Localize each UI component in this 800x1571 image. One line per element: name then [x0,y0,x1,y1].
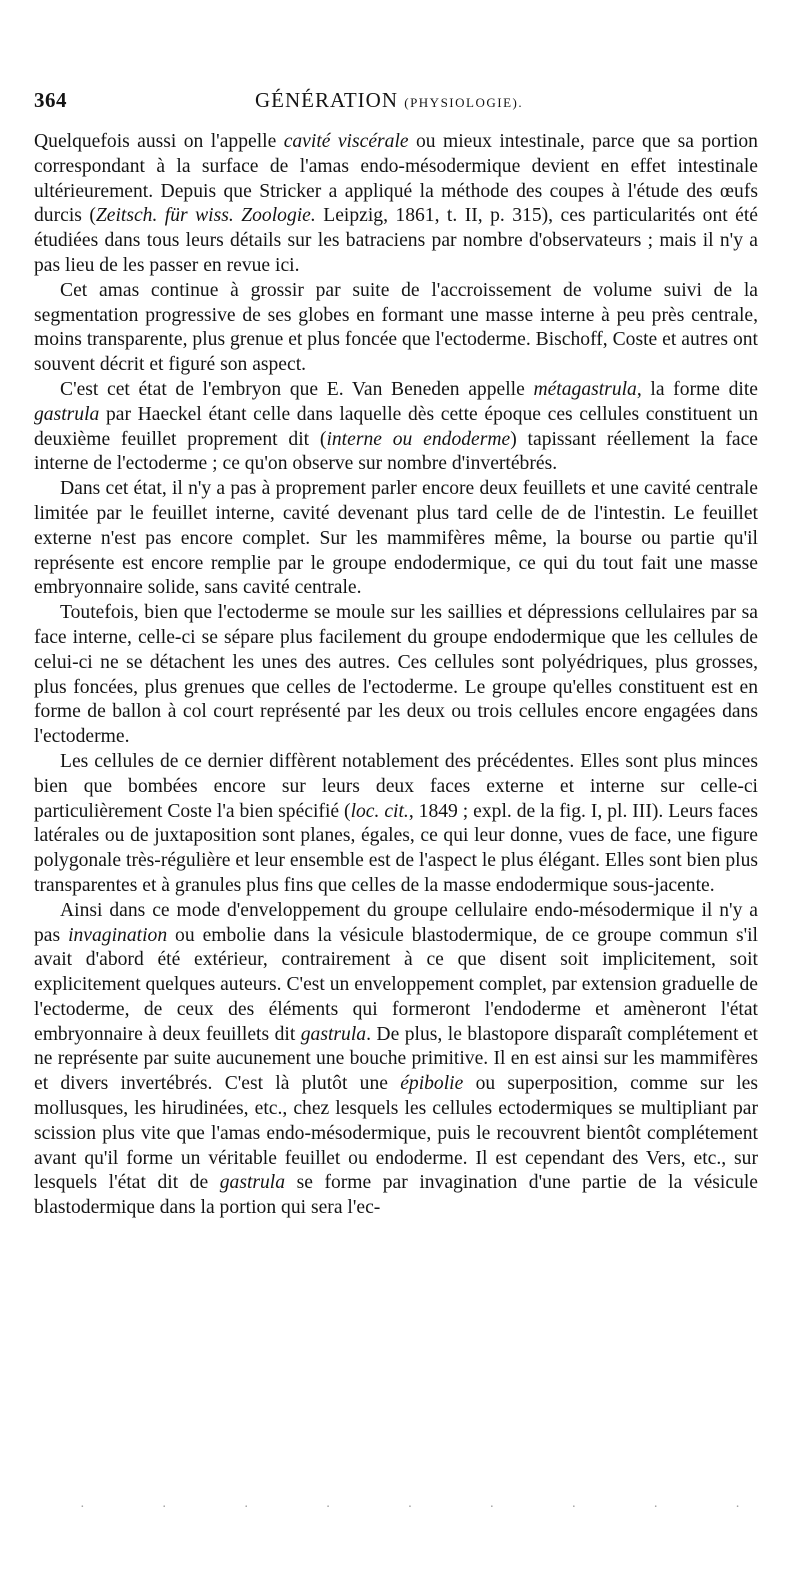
paragraph [34,477,758,601]
italic-term: métagastrula [533,378,637,400]
text-run: Leipzig, 1861, t. II, p. 315), ces particularités ont été étudiées dans tous leurs détails sur les batraciens par nombre d'observateurs ; mais il n'y a pas lieu de les passer en revue ici. [34,205,758,276]
running-title-subtitle: (PHYSIOLOGIE). [404,95,524,110]
text-run: C'est cet état de l'embryon que E. Van Beneden appelle [60,378,534,400]
paragraph [34,279,758,378]
running-head [34,88,758,116]
text-run: . De plus, le blastopore disparaît complétement et ne représente par suite aucunement une bouche primitive. Il en est ainsi sur les mammifères et divers invertébrés. C'est là plutôt une [34,1023,758,1095]
text-run: ou embolie dans la vésicule blastodermique, de ce groupe commun s'il avait d'abord été extérieur, contrairement à ce que disent soit implicitement, soit explicitement quelques auteurs. C'est un enveloppement complet, par extension graduelle de l'ectoderme, de ceux des éléments qui formeront l'endoderme et amèneront l'état embryonnaire à deux feuillets dit [34,924,758,1045]
italic-term: cavité viscérale [283,131,409,152]
text-run: par Haeckel étant celle dans laquelle dès cette époque ces cellules constituent un deuxième feuillet proprement dit ( [34,403,758,450]
running-title [255,88,523,113]
text-run: Les cellules de ce dernier diffèrent notablement des précédentes. Elles sont plus minces bien que bombées encore sur leurs deux faces externe et interne sur celle-ci particulièrement Coste l'a bien spécifié ( [34,750,758,822]
italic-term: épibolie [400,1073,464,1095]
paragraph [34,378,758,477]
italic-term: invagination [68,924,168,946]
running-title-main: GÉNÉRATION [255,88,398,112]
italic-term: Zeitsch. für wiss. Zoologie. [95,205,316,227]
italic-term: gastrula [34,403,100,425]
text-run: Toutefois, bien que l'ectoderme se moule sur les saillies et dépressions cellulaires par sa face interne, celle-ci se sépare plus facilement du groupe endodermique que les cellules de celui-ci ne se détachent les unes des autres. Ces cellules sont polyédriques, plus grosses, plus foncées, plus grenues que celles de l'ectoderme. Le groupe qu'elles constituent est en forme de ballon à col court représenté par les deux ou trois cellules encore engagées dans l'ectoderme. [34,602,758,748]
footer-scan-marks: · · · · · · · · · [80,1500,740,1515]
page-number: 364 [34,88,67,112]
body-text [34,130,758,1221]
paragraph [34,899,758,1221]
italic-term: interne ou endoderme [326,428,511,450]
italic-term: gastrula [219,1172,286,1194]
text-run: ) tapissant réellement la face interne de l'ectoderme ; ce qu'on observe sur nombre d'invertébrés. [34,428,758,475]
text-run: , 1849 ; expl. de la fig. I, pl. III). Leurs faces latérales ou de juxtaposition sont planes, égales, ce qui leur donne, vues de face, une figure polygonale très-régulière et leur ensemble est de l'aspect le plus élégant. Elles sont bien plus transparentes et à granules plus fins que celles de la masse endodermique sous-jacente. [34,800,758,896]
paragraph [34,750,758,899]
italic-term: gastrula [300,1023,367,1045]
text-run: Dans cet état, il n'y a pas à proprement parler encore deux feuillets et une cavité centrale limitée par le feuillet interne, cavité devenant plus tard celle de de l'intestin. Le feuillet externe n'est pas encore complet. Sur les mammifères même, la bourse ou partie qu'il représente est encore remplie par le groupe endodermique, ce qui du tout fait une masse embryonnaire solide, sans cavité centrale. [34,478,758,599]
paragraph [34,130,758,279]
text-run: ou mieux intestinale, parce que sa portion correspondant à la surface de l'amas endo-mésodermique devient en effet intestinale ultérieurement. Depuis que Stricker a appliqué la méthode des coupes à l'étude des œufs durcis ( [34,131,758,227]
text-run: Ainsi dans ce mode d'enveloppement du groupe cellulaire endo-mésodermique il n'y a pas [34,899,758,946]
text-run: Quelquefois aussi on l'appelle [34,131,284,152]
text-run: ou superposition, comme sur les mollusques, les hirudinées, etc., chez lesquels les cellules ectodermiques se multipliant par scission plus vite que l'amas endo-mésodermique, puis le recouvrent bientôt complétement avant qu'il forme un véritable feuillet ou endoderme. Il est cependant des Vers, etc., sur lesquels l'état dit de [34,1073,759,1194]
italic-term: loc. cit. [350,800,409,822]
text-run: se forme par invagination d'une partie de la vésicule blastodermique dans la portion qui sera l'ec- [34,1172,759,1219]
paragraph [34,601,758,750]
text-run: Cet amas continue à grossir par suite de l'accroissement de volume suivi de la segmentation progressive de ses globes en formant une masse interne à peu près centrale, moins transparente, plus grenue et plus foncée que l'ectoderme. Bischoff, Coste et autres ont souvent décrit et figuré son aspect. [34,279,758,376]
text-run: , la forme dite [636,378,758,400]
